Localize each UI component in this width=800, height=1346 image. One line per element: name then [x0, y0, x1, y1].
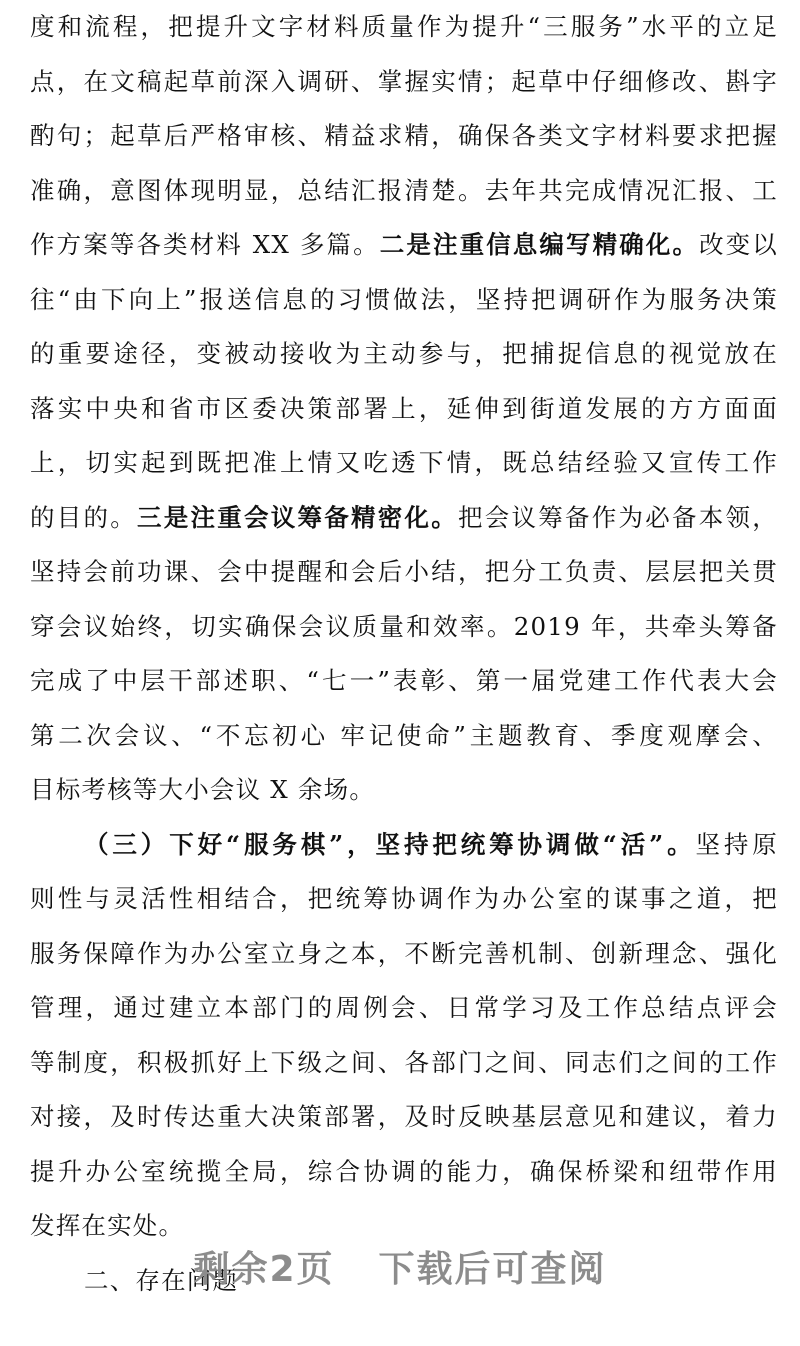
text-segment: 往“由下向上”报送信息的习惯做法，坚持把调研作为服务决策 [30, 284, 778, 314]
text-segment: 第二次会议、“不忘初心 牢记使命”主题教育、季度观摩会、 [30, 720, 778, 750]
text-line [30, 491, 778, 546]
text-line [30, 382, 778, 437]
text-line [30, 927, 778, 982]
text-segment: 二、存在问题 [84, 1265, 239, 1295]
text-segment: 完成了中层干部述职、“七一”表彰、第一届党建工作代表大会 [30, 666, 778, 695]
text-line [30, 273, 778, 328]
text-segment: 落实中央和省市区委决策部署上，延伸到街道发展的方方面面 [30, 393, 778, 423]
text-segment: 则性与灵活性相结合，把统筹协调作为办公室的谋事之道，把 [30, 884, 778, 913]
text-segment: 坚持会前功课、会中提醒和会后小结，把分工负责、层层把关贯 [30, 557, 778, 586]
text-segment: 把会议筹备作为必备本领， [458, 502, 778, 532]
text-line [30, 164, 778, 219]
text-line [30, 436, 778, 491]
text-segment: 准确，意图体现明显，总结汇报清楚。去年共完成情况汇报、工 [30, 175, 778, 205]
text-line [30, 1145, 778, 1200]
text-line [30, 872, 778, 927]
text-segment: 酌句；起草后严格审核、精益求精，确保各类文字材料要求把握 [30, 121, 778, 150]
text-line [30, 709, 778, 764]
text-line [30, 327, 778, 382]
bold-heading-segment: （三）下好“服务棋”，坚持把统筹协调做“活”。 [84, 829, 696, 859]
text-line [30, 763, 778, 818]
text-segment: 点，在文稿起草前深入调研、掌握实情；起草中仔细修改、斟字 [30, 66, 778, 96]
text-segment: 的目的。 [30, 502, 138, 532]
text-segment: 提升办公室统揽全局，综合协调的能力，确保桥梁和纽带作用 [30, 1156, 778, 1186]
text-segment: 改变以 [699, 230, 778, 259]
text-line [30, 654, 778, 709]
text-line [30, 1090, 778, 1145]
text-segment: 发挥在实处。 [30, 1211, 185, 1240]
text-line [30, 1036, 778, 1091]
text-segment: 作方案等各类材料 XX 多篇。 [30, 230, 380, 259]
text-line [30, 0, 778, 55]
text-segment: 目标考核等大小会议 X 余场。 [30, 775, 376, 804]
text-line [30, 109, 778, 164]
download-to-view-label: 下载后可查阅 [378, 1249, 607, 1290]
preview-limit-banner[interactable] [0, 1240, 800, 1300]
text-line [30, 55, 778, 110]
text-segment: 穿会议始终，切实确保会议质量和效率。2019 年，共牵头筹备 [30, 611, 778, 641]
text-line [30, 218, 778, 273]
bold-heading-segment: 二是注重信息编写精确化。 [379, 230, 700, 259]
text-line [30, 600, 778, 655]
text-segment: 等制度，积极抓好上下级之间、各部门之间、同志们之间的工作 [30, 1047, 778, 1077]
text-segment: 上，切实起到既把准上情又吃透下情，既总结经验又宣传工作 [30, 448, 778, 477]
text-segment: 坚持原 [695, 829, 778, 859]
document-body [30, 0, 778, 1308]
text-line [30, 981, 778, 1036]
text-line [30, 818, 778, 873]
text-segment: 对接，及时传达重大决策部署，及时反映基层意见和建议，着力 [30, 1102, 778, 1131]
text-segment: 的重要途径，变被动接收为主动参与，把捕捉信息的视觉放在 [30, 339, 778, 368]
bold-heading-segment: 三是注重会议筹备精密化。 [137, 502, 459, 532]
remaining-pages-label: 剩余2页 [193, 1249, 335, 1290]
text-segment: 服务保障作为办公室立身之本，不断完善机制、创新理念、强化 [30, 938, 778, 968]
text-line [30, 545, 778, 600]
text-segment: 度和流程，把提升文字材料质量作为提升“三服务”水平的立足 [30, 12, 778, 41]
text-segment: 管理，通过建立本部门的周例会、日常学习及工作总结点评会 [30, 993, 778, 1022]
